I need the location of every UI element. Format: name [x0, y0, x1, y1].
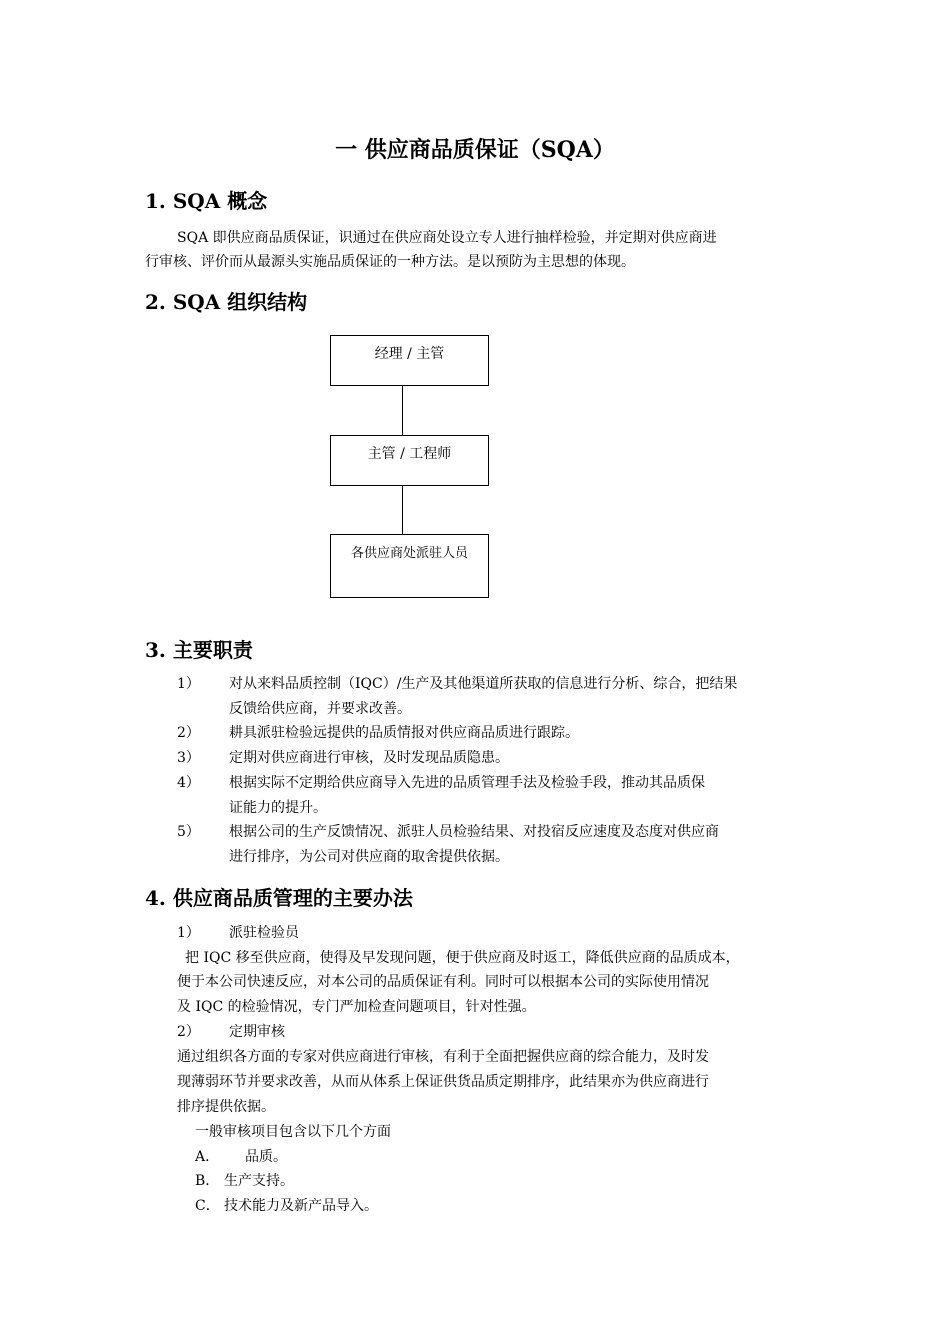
org-box-manager-label: 经理 / 主管	[374, 346, 445, 362]
audit-item-b-label: B．	[195, 1173, 220, 1189]
duty-1-number: 1）	[177, 676, 200, 692]
duty-4-line-1: 根据实际不定期给供应商导入先进的品质管理手法及检验手段，推动其品质保	[229, 775, 705, 791]
audit-item-b-text: 生产支持。	[224, 1173, 294, 1189]
document-title: 一 供应商品质保证（SQA）	[335, 137, 615, 163]
method-1-line-2: 便于本公司快速反应，对本公司的品质保证有利。同时可以根据本公司的实际使用情况	[177, 974, 709, 990]
audit-item-a-label: A．	[195, 1149, 220, 1165]
section-3-heading: 3. 主要职责	[145, 638, 253, 662]
duty-5-line-1: 根据公司的生产反馈情况、派驻人员检验结果、对投宿反应速度及态度对供应商	[229, 824, 719, 840]
audit-item-c-text: 技术能力及新产品导入。	[224, 1198, 378, 1214]
org-connector-1	[402, 386, 403, 435]
method-2-line-2: 现薄弱环节并要求改善，从而从体系上保证供货品质定期排序，此结果亦为供应商进行	[177, 1074, 709, 1090]
duty-3-number: 3）	[177, 750, 200, 766]
method-2-number: 2）	[177, 1024, 200, 1040]
duty-2-line-1: 耕具派驻检验远提供的品质情报对供应商品质进行跟踪。	[229, 725, 579, 741]
duty-5-line-2: 进行排序，为公司对供应商的取舍提供依据。	[229, 849, 509, 865]
section-1-paragraph-line-2: 行审核、评价而从最源头实施品质保证的一种方法。是以预防为主思想的体现。	[145, 254, 635, 270]
section-2-heading: 2. SQA 组织结构	[145, 290, 308, 314]
org-box-resident-staff-label: 各供应商处派驻人员	[350, 546, 468, 561]
method-1-line-3: 及 IQC 的检验情况，专门严加检查问题项目，针对性强。	[177, 999, 536, 1015]
org-box-engineer-label: 主管 / 工程师	[367, 446, 452, 462]
org-box-engineer	[330, 435, 489, 486]
duty-4-number: 4）	[177, 775, 200, 791]
method-1-line-1: 把 IQC 移至供应商，使得及早发现问题，便于供应商及时返工，降低供应商的品质成本，	[185, 950, 740, 966]
method-1-title: 派驻检验员	[229, 925, 299, 941]
audit-item-a-text: 品质。	[245, 1149, 287, 1165]
section-1-heading: 1. SQA 概念	[145, 189, 268, 213]
duty-4-line-2: 证能力的提升。	[229, 800, 327, 816]
org-connector-2	[402, 486, 403, 534]
duty-1-line-2: 反馈给供应商，并要求改善。	[229, 701, 411, 717]
method-2-title: 定期审核	[229, 1024, 285, 1040]
method-2-line-3: 排序提供依据。	[177, 1099, 275, 1115]
duty-5-number: 5）	[177, 824, 200, 840]
audit-intro: 一般审核项目包含以下几个方面	[195, 1124, 391, 1140]
method-1-number: 1）	[177, 925, 200, 941]
org-box-manager	[330, 335, 489, 386]
section-1-paragraph-line-1: SQA 即供应商品质保证，识通过在供应商处设立专人进行抽样检验，并定期对供应商进	[177, 230, 717, 246]
duty-1-line-1: 对从来料品质控制（IQC）/生产及其他渠道所获取的信息进行分析、综合，把结果	[229, 676, 738, 692]
section-4-heading: 4. 供应商品质管理的主要办法	[145, 886, 413, 910]
duty-2-number: 2）	[177, 725, 200, 741]
audit-item-c-label: C．	[195, 1198, 220, 1214]
method-2-line-1: 通过组织各方面的专家对供应商进行审核，有利于全面把握供应商的综合能力，及时发	[177, 1049, 709, 1065]
duty-3-line-1: 定期对供应商进行审核，及时发现品质隐患。	[229, 750, 509, 766]
org-box-resident-staff	[330, 534, 489, 598]
